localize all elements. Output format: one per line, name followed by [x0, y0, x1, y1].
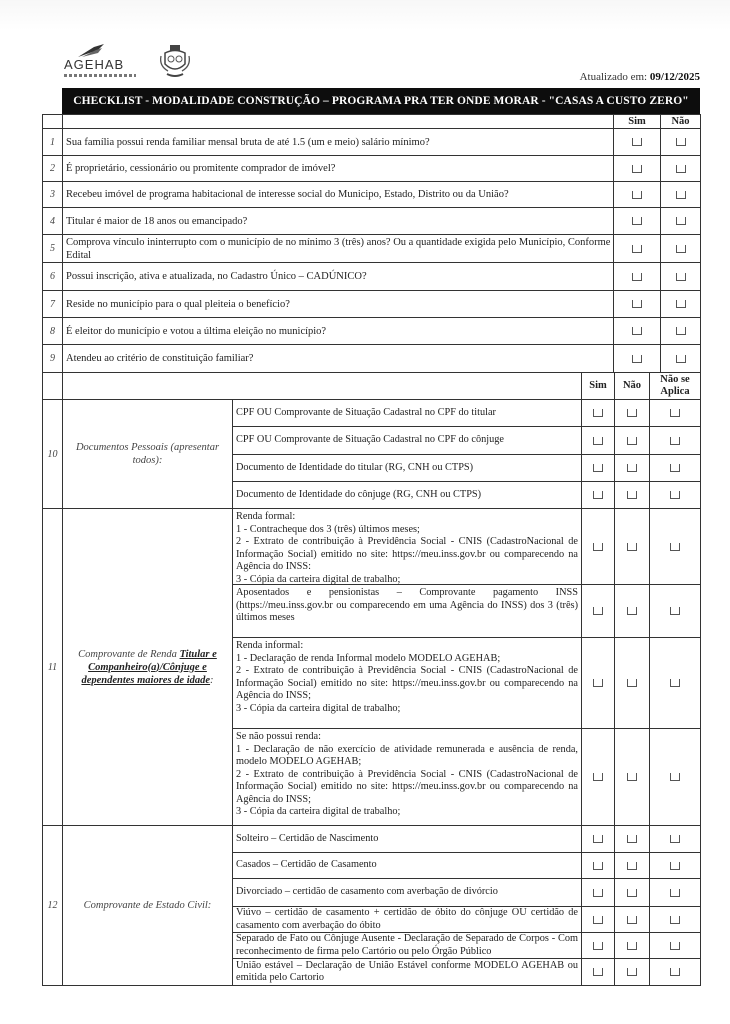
section-label-text: Comprovante de Estado Civil: — [83, 900, 212, 911]
question-6-nao-checkbox-cell — [660, 262, 701, 291]
section-12-item-4-nao-checkbox-cell — [614, 906, 650, 933]
section-12-item-2-na-checkbox-cell — [649, 852, 701, 879]
question-number-text: 4 — [50, 215, 55, 227]
section-label — [62, 508, 233, 826]
section-10-item-4-na-checkbox-cell — [649, 481, 701, 509]
section-10-item-3-nao-checkbox[interactable] — [627, 464, 637, 472]
section-11-item-3-sim-checkbox[interactable] — [593, 679, 603, 687]
document-item-text: CPF OU Comprovante de Situação Cadastral no CPF do titular — [236, 406, 496, 418]
section-11-item-3-na-checkbox-cell — [649, 637, 701, 729]
section-10-item-4-nao-checkbox-cell — [614, 481, 650, 509]
document-item — [232, 481, 582, 509]
section-number — [42, 508, 63, 826]
section-number-text: 12 — [47, 900, 58, 911]
question-8-sim-checkbox-cell — [613, 317, 661, 345]
section-12-item-1-sim-checkbox[interactable] — [593, 835, 603, 843]
updated-label: Atualizado em: — [579, 71, 648, 83]
section-11-item-2-nao-checkbox-cell — [614, 584, 650, 638]
section-10-item-4-nao-checkbox[interactable] — [627, 491, 637, 499]
question-3-sim-checkbox[interactable] — [632, 191, 642, 199]
section-10-item-3-na-checkbox[interactable] — [670, 464, 680, 472]
section-12-item-4-na-checkbox-cell — [649, 906, 701, 933]
section-10-item-2-sim-checkbox-cell — [581, 426, 615, 455]
question-text-cell — [62, 128, 614, 156]
question-number — [42, 207, 63, 235]
subheader-nao — [614, 372, 650, 400]
document-item — [232, 852, 582, 879]
question-7-nao-checkbox-cell — [660, 290, 701, 318]
section-12-item-5-na-checkbox[interactable] — [670, 942, 680, 950]
question-text: Atendeu ao critério de constituição familiar? — [66, 353, 254, 364]
question-number-text: 2 — [50, 163, 55, 174]
question-text: Sua família possui renda familiar mensal bruta de até 1.5 (um e meio) salário mínimo? — [66, 136, 430, 148]
question-text: Possui inscrição, ativa e atualizada, no Cadastro Único – CADÚNICO? — [66, 271, 367, 282]
section-12-item-1-nao-checkbox[interactable] — [627, 835, 637, 843]
section-11-item-4-sim-checkbox-cell — [581, 728, 615, 826]
section-12-item-2-sim-checkbox[interactable] — [593, 862, 603, 870]
section-12-item-2-na-checkbox[interactable] — [670, 862, 680, 870]
section-12-item-3-nao-checkbox[interactable] — [627, 889, 637, 897]
section-label-text — [73, 648, 222, 687]
document-item-text: CPF OU Comprovante de Situação Cadastral no CPF do cônjuge — [236, 434, 504, 446]
section-11-item-4-nao-checkbox[interactable] — [627, 773, 637, 781]
subheader-num-empty — [42, 372, 63, 400]
question-number — [42, 234, 63, 263]
question-number-text: 6 — [50, 271, 55, 282]
section-12-item-4-na-checkbox[interactable] — [670, 916, 680, 924]
section-10-item-3-sim-checkbox[interactable] — [593, 464, 603, 472]
section-10-item-1-sim-checkbox-cell — [581, 399, 615, 427]
section-12-item-1-sim-checkbox-cell — [581, 825, 615, 853]
section-12-item-1-na-checkbox-cell — [649, 825, 701, 853]
section-10-item-2-na-checkbox-cell — [649, 426, 701, 455]
agehab-logo-text: AGEHAB — [64, 57, 125, 72]
header-nao-label: Não — [671, 115, 690, 127]
document-item — [232, 399, 582, 427]
document-item — [232, 932, 582, 959]
question-4-nao-checkbox[interactable] — [676, 217, 686, 225]
document-item-text: Viúvo – certidão de casamento + certidão de óbito do cônjuge OU certidão de casamento com averbação do óbito — [236, 907, 578, 931]
question-number-text: 8 — [50, 325, 55, 337]
question-number — [42, 344, 63, 373]
subheader-empty — [62, 372, 582, 400]
header-nao — [660, 114, 701, 129]
section-11-item-2-sim-checkbox[interactable] — [593, 607, 603, 615]
section-11-item-4-sim-checkbox[interactable] — [593, 773, 603, 781]
question-9-nao-checkbox[interactable] — [676, 355, 686, 363]
question-text-cell — [62, 234, 614, 263]
section-10-item-1-nao-checkbox-cell — [614, 399, 650, 427]
document-item-text: Documento de Identidade do cônjuge (RG, CNH ou CTPS) — [236, 488, 482, 500]
header-sim — [613, 114, 661, 129]
section-12-item-4-sim-checkbox[interactable] — [593, 916, 603, 924]
section-label-prefix: Comprovante de Renda — [78, 648, 180, 660]
subheader-sim — [581, 372, 615, 400]
document-item-line: 1 - Declaração de não exercício de atividade remunerada e ausência de renda, modelo MODELO AGEHAB; — [236, 743, 578, 767]
section-10-item-1-sim-checkbox[interactable] — [593, 409, 603, 417]
section-12-item-3-na-checkbox[interactable] — [670, 889, 680, 897]
document-item-line: Se não possui renda: — [236, 731, 321, 742]
question-6-nao-checkbox[interactable] — [676, 273, 686, 281]
document-item — [232, 637, 582, 729]
question-9-sim-checkbox-cell — [613, 344, 661, 373]
question-9-nao-checkbox-cell — [660, 344, 701, 373]
question-text-cell — [62, 155, 614, 182]
subheader-sim-label: Sim — [589, 380, 607, 391]
section-11-item-1-nao-checkbox-cell — [614, 508, 650, 585]
section-11-item-4-nao-checkbox-cell — [614, 728, 650, 826]
section-12-item-6-na-checkbox-cell — [649, 958, 701, 986]
section-11-item-3-sim-checkbox-cell — [581, 637, 615, 729]
question-9-sim-checkbox[interactable] — [632, 355, 642, 363]
section-10-item-3-sim-checkbox-cell — [581, 454, 615, 482]
section-12-item-2-nao-checkbox-cell — [614, 852, 650, 879]
header-question-empty — [62, 114, 614, 129]
question-text: É proprietário, cessionário ou promitente comprador de imóvel? — [66, 163, 336, 174]
section-number-text: 11 — [47, 661, 58, 673]
section-11-item-3-na-checkbox[interactable] — [670, 679, 680, 687]
question-5-nao-checkbox-cell — [660, 234, 701, 263]
section-label — [62, 825, 233, 986]
question-number — [42, 181, 63, 208]
question-5-sim-checkbox-cell — [613, 234, 661, 263]
section-label-suffix: : — [210, 674, 214, 686]
section-number-text: 10 — [47, 448, 58, 460]
question-number-text: 9 — [50, 353, 55, 364]
section-12-item-6-na-checkbox[interactable] — [670, 968, 680, 976]
question-5-sim-checkbox[interactable] — [632, 245, 642, 253]
question-4-nao-checkbox-cell — [660, 207, 701, 235]
section-10-item-2-nao-checkbox-cell — [614, 426, 650, 455]
question-text-cell — [62, 207, 614, 235]
section-10-item-2-na-checkbox[interactable] — [670, 437, 680, 445]
question-7-sim-checkbox[interactable] — [632, 300, 642, 308]
question-8-nao-checkbox-cell — [660, 317, 701, 345]
question-3-sim-checkbox-cell — [613, 181, 661, 208]
question-text-cell — [62, 262, 614, 291]
question-number-text: 7 — [50, 298, 55, 310]
question-number-text: 3 — [50, 189, 55, 200]
section-12-item-3-sim-checkbox-cell — [581, 878, 615, 907]
question-text-cell — [62, 181, 614, 208]
question-number-text: 5 — [50, 243, 55, 254]
question-6-sim-checkbox[interactable] — [632, 273, 642, 281]
document-item-text: Casados – Certidão de Casamento — [236, 859, 377, 871]
document-item-text: Divorciado – certidão de casamento com averbação de divórcio — [236, 886, 498, 898]
section-12-item-4-sim-checkbox-cell — [581, 906, 615, 933]
question-6-sim-checkbox-cell — [613, 262, 661, 291]
section-11-item-1-sim-checkbox-cell — [581, 508, 615, 585]
document-item-text: Separado de Fato ou Cônjuge Ausente - Declaração de Separado de Corpos - Com reconhecimento de firma pelo Cartório ou pelo Órgão Público — [236, 933, 578, 957]
document-item-line: 2 - Extrato de contribuição à Previdência Social - CNIS (CadastroNacional de Informação Social) emitido no site: https://meu.inss.gov.br ou comparecendo na Agência do INSS; — [236, 768, 578, 805]
subheader-na-label: Não se Aplica — [660, 374, 690, 397]
document-item — [232, 958, 582, 986]
section-10-item-1-nao-checkbox[interactable] — [627, 409, 637, 417]
section-12-item-3-nao-checkbox-cell — [614, 878, 650, 907]
section-number — [42, 399, 63, 509]
section-12-item-3-sim-checkbox[interactable] — [593, 889, 603, 897]
section-11-item-3-nao-checkbox[interactable] — [627, 679, 637, 687]
question-text-cell — [62, 344, 614, 373]
section-12-item-2-sim-checkbox-cell — [581, 852, 615, 879]
document-item — [232, 825, 582, 853]
question-text: Comprova vínculo ininterrupto com o município de no mínimo 3 (três) anos? Ou a quantidade exigida pelo Município, Conforme Edital — [66, 236, 611, 261]
section-label-emphasis: Titular e Companheiro(a)/Cônjuge e dependentes maiores de idade — [81, 648, 217, 686]
document-item — [232, 878, 582, 907]
section-10-item-4-na-checkbox[interactable] — [670, 491, 680, 499]
document-item — [232, 454, 582, 482]
question-1-sim-checkbox-cell — [613, 128, 661, 156]
section-label — [62, 399, 233, 509]
section-number — [42, 825, 63, 986]
section-label-text: Documentos Pessoais (apresentar todos): — [75, 442, 220, 466]
section-11-item-2-sim-checkbox-cell — [581, 584, 615, 638]
section-11-item-1-na-checkbox-cell — [649, 508, 701, 585]
question-3-nao-checkbox[interactable] — [676, 191, 686, 199]
section-11-item-1-sim-checkbox[interactable] — [593, 543, 603, 551]
section-12-item-4-nao-checkbox[interactable] — [627, 916, 637, 924]
document-item-line: 3 - Cópia da carteira digital de trabalho; — [236, 573, 401, 585]
question-number — [42, 262, 63, 291]
section-12-item-6-nao-checkbox[interactable] — [627, 968, 637, 976]
document-item-line: 3 - Cópia da carteira digital de trabalho; — [236, 806, 401, 817]
question-number — [42, 155, 63, 182]
question-8-nao-checkbox[interactable] — [676, 327, 686, 335]
header-sim-label: Sim — [628, 115, 646, 127]
document-item-line: Renda formal: — [236, 511, 296, 522]
document-item-line: 2 - Extrato de contribuição à Previdência Social - CNIS (CadastroNacional de Informação Social) emitido no site: https://meu.inss.gov.br ou comparecendo na Agência do INSS: — [236, 536, 578, 572]
document-item-line: 2 - Extrato de contribuição à Previdência Social - CNIS (CadastroNacional de Informação Social) emitido no site: https://meu.inss.gov.br ou comparecendo na Agência do INSS; — [236, 665, 578, 701]
document-item — [232, 728, 582, 826]
question-5-nao-checkbox[interactable] — [676, 245, 686, 253]
updated-value: 09/12/2025 — [649, 71, 700, 83]
document-item — [232, 426, 582, 455]
document-item-line: 3 - Cópia da carteira digital de trabalho; — [236, 702, 401, 714]
document-item-text: Solteiro – Certidão de Nascimento — [236, 832, 379, 844]
question-text: Recebeu imóvel de programa habitacional de interesse social do Municipo, Estado, Distrito ou da União? — [66, 189, 509, 200]
checklist-title: CHECKLIST - MODALIDADE CONSTRUÇÃO – PROGRAMA PRA TER ONDE MORAR - "CASAS A CUSTO ZERO" — [62, 88, 700, 114]
section-10-item-3-nao-checkbox-cell — [614, 454, 650, 482]
question-text: Titular é maior de 18 anos ou emancipado? — [66, 215, 248, 227]
document-item-line: Renda informal: — [236, 640, 304, 651]
question-1-nao-checkbox[interactable] — [676, 138, 686, 146]
document-item-text: Documento de Identidade do titular (RG, CNH ou CTPS) — [236, 461, 474, 473]
section-10-item-4-sim-checkbox-cell — [581, 481, 615, 509]
document-item-text: União estável – Declaração de União Estável conforme MODELO AGEHAB ou emitida pelo Cartorio — [236, 959, 578, 983]
section-12-item-3-na-checkbox-cell — [649, 878, 701, 907]
document-item — [232, 508, 582, 585]
section-12-item-1-na-checkbox[interactable] — [670, 835, 680, 843]
section-12-item-6-nao-checkbox-cell — [614, 958, 650, 986]
question-text: É eleitor do município e votou a última eleição no município? — [66, 325, 327, 337]
question-4-sim-checkbox[interactable] — [632, 217, 642, 225]
section-12-item-1-nao-checkbox-cell — [614, 825, 650, 853]
section-10-item-1-na-checkbox-cell — [649, 399, 701, 427]
section-10-item-4-sim-checkbox[interactable] — [593, 491, 603, 499]
document-item-line: Aposentados e pensionistas – Comprovante pagamento INSS (https://meu.inss.gov.br ou comparecendo em uma Agência do INSS) dos 3 (três) últimos meses — [236, 587, 578, 623]
question-number — [42, 128, 63, 156]
question-text-cell — [62, 290, 614, 318]
question-4-sim-checkbox-cell — [613, 207, 661, 235]
section-11-item-2-na-checkbox[interactable] — [670, 607, 680, 615]
section-11-item-4-na-checkbox[interactable] — [670, 773, 680, 781]
subheader-na — [649, 372, 701, 400]
header-num-empty — [42, 114, 63, 129]
question-7-sim-checkbox-cell — [613, 290, 661, 318]
question-number — [42, 290, 63, 318]
section-12-item-2-nao-checkbox[interactable] — [627, 862, 637, 870]
section-12-item-5-nao-checkbox[interactable] — [627, 942, 637, 950]
section-10-item-3-na-checkbox-cell — [649, 454, 701, 482]
question-1-nao-checkbox-cell — [660, 128, 701, 156]
section-10-item-1-na-checkbox[interactable] — [670, 409, 680, 417]
section-11-item-1-na-checkbox[interactable] — [670, 543, 680, 551]
section-12-item-5-na-checkbox-cell — [649, 932, 701, 959]
question-2-nao-checkbox[interactable] — [676, 165, 686, 173]
question-7-nao-checkbox[interactable] — [676, 300, 686, 308]
section-12-item-6-sim-checkbox[interactable] — [593, 968, 603, 976]
section-12-item-6-sim-checkbox-cell — [581, 958, 615, 986]
question-8-sim-checkbox[interactable] — [632, 327, 642, 335]
question-2-nao-checkbox-cell — [660, 155, 701, 182]
section-11-item-1-nao-checkbox[interactable] — [627, 543, 637, 551]
question-2-sim-checkbox[interactable] — [632, 165, 642, 173]
section-12-item-5-nao-checkbox-cell — [614, 932, 650, 959]
section-11-item-3-nao-checkbox-cell — [614, 637, 650, 729]
document-item-line: 1 - Contracheque dos 3 (três) últimos meses; — [236, 523, 420, 535]
section-12-item-5-sim-checkbox-cell — [581, 932, 615, 959]
document-item — [232, 906, 582, 933]
section-10-item-2-nao-checkbox[interactable] — [627, 437, 637, 445]
question-text: Reside no município para o qual pleiteia o benefício? — [66, 298, 290, 310]
question-2-sim-checkbox-cell — [613, 155, 661, 182]
subheader-nao-label: Não — [622, 380, 642, 391]
section-11-item-4-na-checkbox-cell — [649, 728, 701, 826]
question-1-sim-checkbox[interactable] — [632, 138, 642, 146]
question-number — [42, 317, 63, 345]
question-3-nao-checkbox-cell — [660, 181, 701, 208]
document-item — [232, 584, 582, 638]
question-number-text: 1 — [50, 136, 55, 148]
section-11-item-2-na-checkbox-cell — [649, 584, 701, 638]
section-12-item-5-sim-checkbox[interactable] — [593, 942, 603, 950]
document-item-line: 1 - Declaração de renda Informal modelo MODELO AGEHAB; — [236, 652, 501, 664]
question-text-cell — [62, 317, 614, 345]
section-11-item-2-nao-checkbox[interactable] — [627, 607, 637, 615]
section-10-item-2-sim-checkbox[interactable] — [593, 437, 603, 445]
